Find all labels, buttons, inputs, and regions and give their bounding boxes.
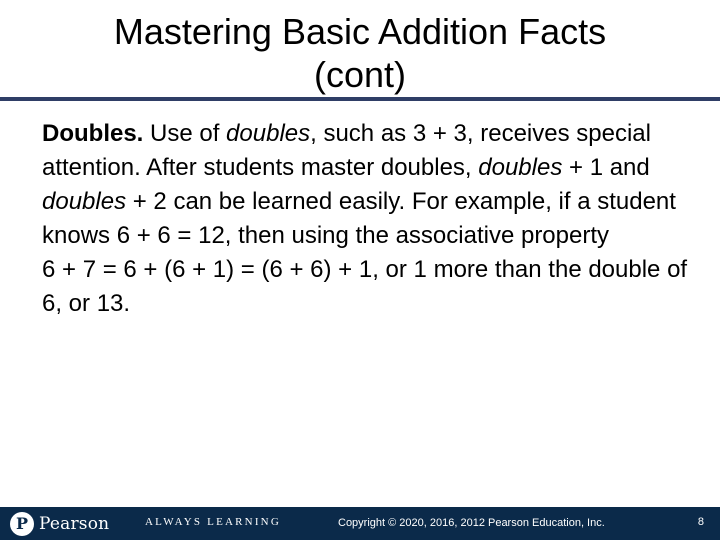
- footer-tagline: ALWAYS LEARNING: [145, 516, 281, 528]
- body-text-run-5: 6 + 7 = 6 + (6 + 1) = (6 + 6) + 1, or 1 more than the double of 6, or 13.: [42, 256, 688, 317]
- slide-title-line2: (cont): [313, 54, 407, 95]
- slide-title-line1: Mastering Basic Addition Facts: [113, 11, 607, 52]
- page-number: 8: [697, 516, 704, 528]
- body-italic-doubles-2: doubles: [478, 154, 563, 181]
- body-text-run-3: + 1 and: [562, 154, 650, 181]
- body-italic-doubles-3: doubles: [42, 188, 127, 215]
- pearson-logo-icon: [10, 512, 34, 536]
- slide-title: [30, 10, 690, 96]
- body-italic-doubles-1: doubles: [226, 120, 311, 147]
- footer-copyright: Copyright © 2020, 2016, 2012 Pearson Education, Inc.: [338, 517, 605, 529]
- body-lead-term: Doubles.: [42, 120, 144, 147]
- pearson-wordmark: Pearson: [39, 513, 110, 534]
- pearson-logo: [10, 511, 109, 536]
- body-text-run-4: + 2 can be learned easily. For example, if a student knows 6 + 6 = 12, then using the associative property: [42, 188, 676, 249]
- body-text-run-2: , such as 3 + 3, receives special attention. After students master doubles,: [42, 120, 651, 181]
- pearson-logo-letter: P: [15, 513, 29, 533]
- title-divider: [0, 97, 720, 101]
- slide-footer: [0, 507, 720, 540]
- body-text-run-1: Use of: [143, 120, 227, 147]
- slide-body-text: [42, 117, 702, 321]
